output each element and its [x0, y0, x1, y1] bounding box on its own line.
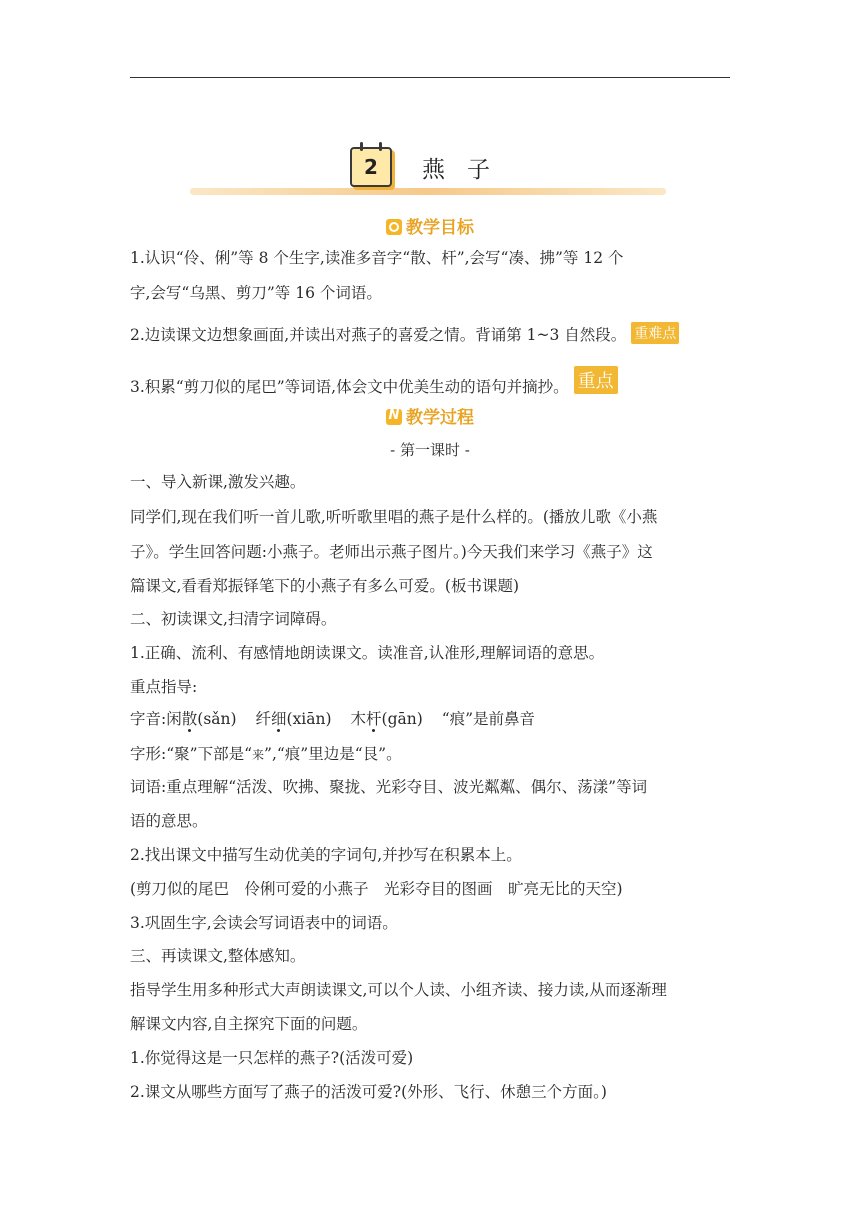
section-2-title: 二、初读课文,扫清字词障碍。	[130, 610, 337, 628]
section-1-para-line-2: 子》。学生回答问题:小燕子。老师出示燕子图片。)今天我们来学习《燕子》这	[130, 543, 653, 561]
pronunciation-label: 字音:	[130, 710, 167, 728]
goals-heading	[0, 213, 860, 238]
word-2-dotted-char: 细	[271, 710, 287, 728]
goal-1-line-2: 字,会写“乌黑、剪刀”等 16 个词语。	[130, 284, 382, 302]
goal-1-line-1: 1.认识“伶、俐”等 8 个生字,读准多音字“散、杆”,会写“凑、拂”等 12 个	[130, 249, 624, 267]
section-3-title: 三、再读课文,整体感知。	[130, 947, 306, 965]
top-rule	[130, 77, 730, 78]
process-heading	[0, 403, 860, 428]
shape-text-a: 字形:“聚”下部是“	[130, 745, 252, 763]
section-1-title: 一、导入新课,激发兴趣。	[130, 473, 306, 491]
process-icon	[386, 409, 402, 425]
section-2-item-2: 2.找出课文中描写生动优美的字词句,并抄写在积累本上。	[130, 846, 522, 864]
section-1-para-line-1: 同学们,现在我们听一首儿歌,听听歌里唱的燕子是什么样的。(播放儿歌《小燕	[130, 508, 658, 526]
word-2-pinyin: (xiān)	[286, 710, 332, 728]
word-3-dotted-char: 杆	[366, 710, 382, 728]
word-3-pinyin: (gān)	[381, 710, 423, 728]
vocab-line-1: 词语:重点理解“活泼、吹拂、聚拢、光彩夺目、波光粼粼、偶尔、荡漾”等词	[130, 778, 648, 796]
section-2-guide: 重点指导:	[130, 678, 198, 696]
section-3-para-line-1: 指导学生用多种形式大声朗读课文,可以个人读、小组齐读、接力读,从而逐渐理	[130, 981, 667, 999]
shape-text-b: ”,“痕”里边是“艮”。	[264, 745, 402, 763]
process-heading-label: 教学过程	[406, 408, 474, 428]
word-1-pinyin: (sǎn)	[197, 710, 237, 728]
lesson-number-badge: 2	[350, 147, 392, 187]
lesson-header	[190, 143, 670, 201]
word-1-dotted-char: 散	[181, 710, 198, 728]
header-underline-bar	[190, 188, 666, 195]
shape-glyph: 来	[252, 748, 265, 762]
vocab-line-2: 语的意思。	[130, 812, 208, 830]
section-3-question-2: 2.课文从哪些方面写了燕子的活泼可爱?(外形、飞行、休憩三个方面。)	[130, 1083, 607, 1101]
lesson-title: 燕子	[422, 157, 512, 183]
goal-3-text: 3.积累“剪刀似的尾巴”等词语,体会文中优美生动的语句并摘抄。	[130, 378, 569, 396]
shape-line	[130, 742, 402, 764]
goals-heading-label: 教学目标	[406, 218, 474, 238]
pronunciation-line	[130, 707, 535, 729]
goal-3	[130, 365, 619, 397]
key-point-badge: 重点	[573, 365, 619, 395]
section-2-item-3: 3.巩固生字,会读会写词语表中的词语。	[130, 914, 398, 932]
section-2-item-2-examples: (剪刀似的尾巴 伶俐可爱的小燕子 光彩夺目的图画 旷亮无比的天空)	[130, 880, 623, 898]
goal-2	[130, 321, 680, 345]
word-2-char: 纤	[255, 710, 271, 728]
word-1-char: 闲	[166, 710, 182, 728]
section-2-item-1: 1.正确、流利、有感情地朗读课文。读准音,认准形,理解词语的意思。	[130, 644, 605, 662]
section-1-para-line-3: 篇课文,看看郑振铎笔下的小燕子有多么可爱。(板书课题)	[130, 577, 520, 595]
target-icon	[386, 219, 402, 235]
difficulty-badge: 重难点	[630, 321, 680, 345]
session-label: - 第一课时 -	[390, 441, 470, 459]
section-3-para-line-2: 解课文内容,自主探究下面的问题。	[130, 1015, 368, 1033]
section-3-question-1: 1.你觉得这是一只怎样的燕子?(活泼可爱)	[130, 1049, 414, 1067]
word-3-char: 木	[350, 710, 366, 728]
word-4-note: “痕”是前鼻音	[441, 710, 536, 728]
goal-2-text: 2.边读课文边想象画面,并读出对燕子的喜爱之情。背诵第 1~3 自然段。	[130, 326, 627, 344]
